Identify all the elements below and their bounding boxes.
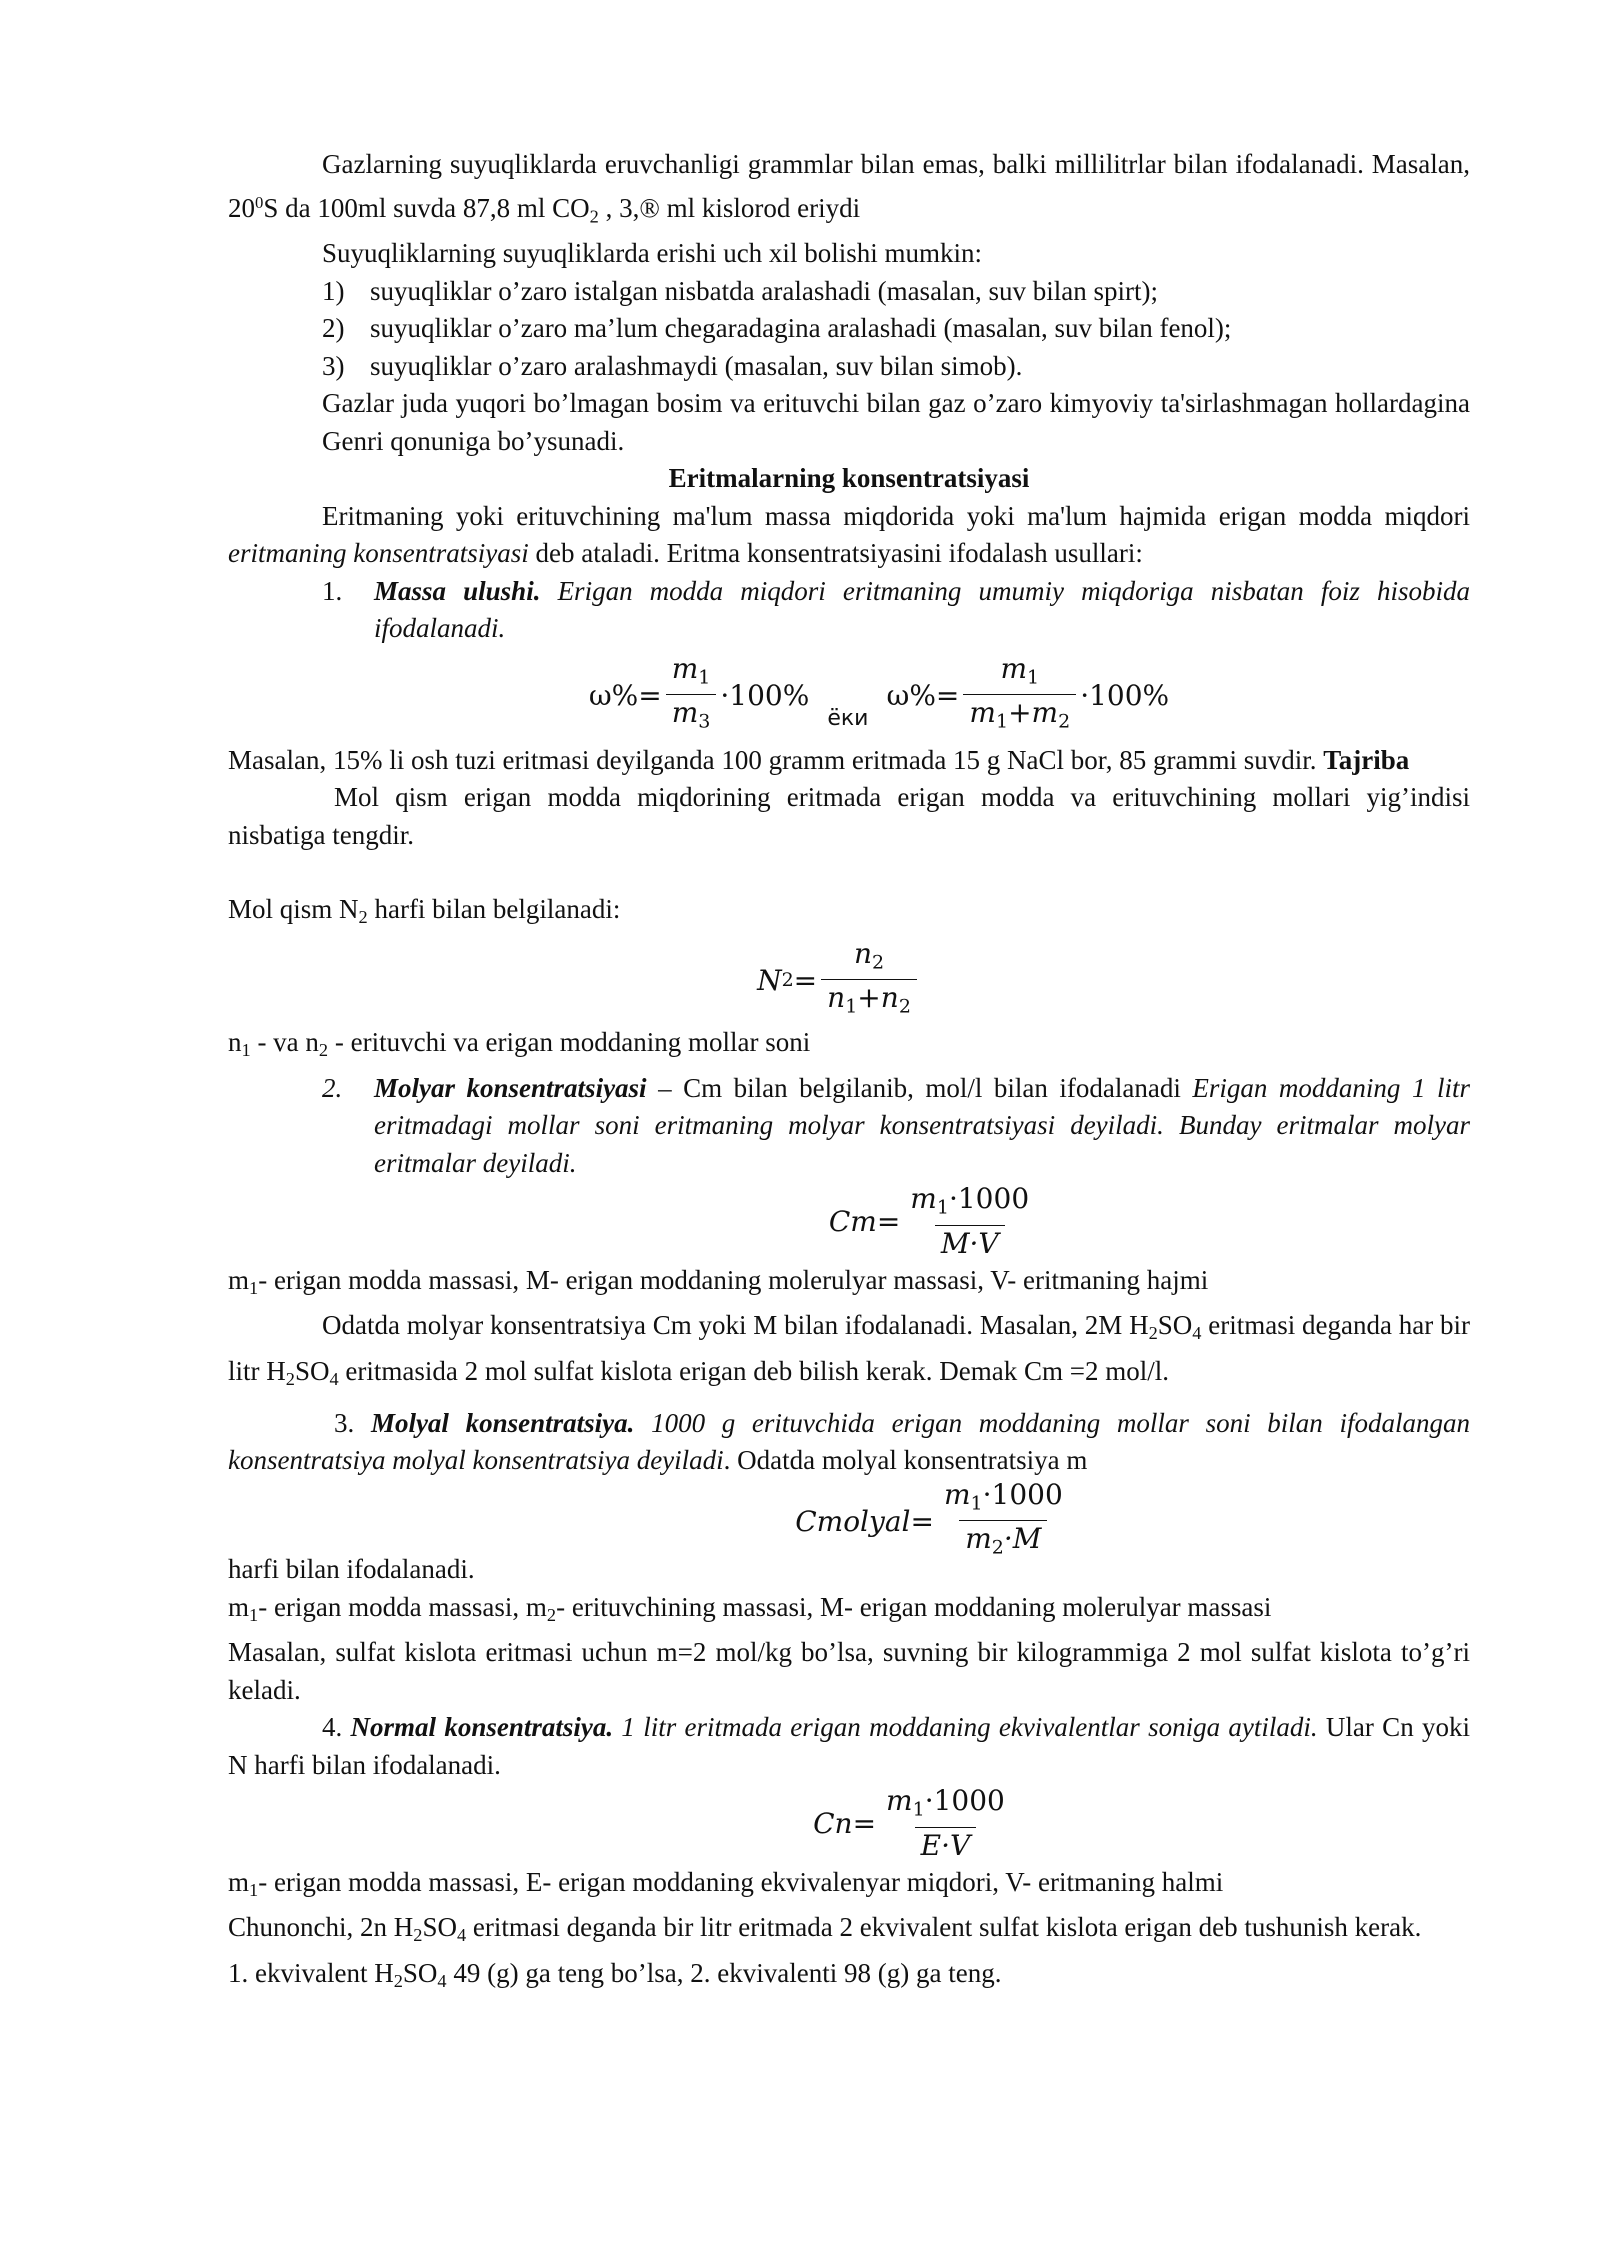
formula-lhs: ω%=: [588, 678, 662, 712]
var: n: [880, 980, 899, 1014]
var: n: [827, 980, 846, 1014]
paragraph-molar-example: [228, 1307, 1470, 1398]
subscript: 2: [413, 1925, 423, 1946]
text: deb ataladi. Eritma konsentratsiyasini ifodalash usullari:: [528, 538, 1143, 569]
subscript: 2: [991, 1536, 1004, 1559]
var: m: [1031, 696, 1059, 730]
paragraph-equivalent-example: [228, 1955, 1470, 2001]
denominator: [666, 694, 717, 739]
mixing-list: [322, 273, 1470, 386]
subscript: 2: [546, 1604, 557, 1625]
numerator: [880, 1784, 1011, 1826]
section-title: Massa ulushi.: [374, 575, 541, 606]
fraction: [821, 937, 917, 1025]
paragraph-concentration-definition: [228, 498, 1470, 573]
paragraph-normal-legend: [228, 1864, 1470, 1910]
italic-term: eritmaning konsentratsiyasi: [228, 538, 529, 569]
list-number: 1): [322, 275, 345, 306]
text: 1. ekvivalent H: [228, 1958, 394, 1989]
paragraph-salt-example: [228, 742, 1470, 780]
text: SO: [402, 1958, 438, 1989]
denominator: [821, 979, 917, 1024]
text: - erigan modda massasi, E- erigan moddaning ekvivalenyar miqdori, V- eritmaning halmi: [258, 1866, 1224, 1897]
blank-line: [228, 854, 1470, 891]
subscript: 1: [249, 1277, 259, 1298]
var: m: [671, 651, 699, 685]
text: eritmasida 2 mol sulfat kislota erigan deb bilish kerak. Demak Cm =2 mol/l.: [338, 1356, 1169, 1387]
paragraph-molal-example: Masalan, sulfat kislota eritmasi uchun m=2 mol/kg bo’lsa, suvning bir kilogrammiga 2 mol sulfat kislota to’g’ri keladi.: [228, 1637, 1470, 1705]
text: - erituvchi va erigan moddaning mollar soni: [328, 1027, 811, 1058]
var: m: [943, 1477, 971, 1511]
text: ·1000: [982, 1477, 1063, 1511]
text: - erigan modda massasi, M- erigan moddaning molerulyar massasi, V- eritmaning hajmi: [258, 1264, 1209, 1295]
subscript: 1: [995, 710, 1009, 733]
subscript: 1: [698, 666, 711, 689]
text: - va n: [250, 1027, 319, 1058]
formula-molar: [398, 1182, 1470, 1261]
subscript: 2: [393, 1971, 403, 1992]
subscript: 2: [358, 907, 368, 928]
var: n: [853, 936, 872, 970]
text: m: [228, 1591, 250, 1622]
numerator: [666, 652, 717, 694]
text: Eritmaning yoki erituvchining ma'lum massa miqdorida yoki ma'lum hajmida erigan modda miqdori: [322, 500, 1470, 531]
subscript: 1: [249, 1879, 259, 1900]
paragraph-molal-symbol: harfi bilan ifodalanadi.: [228, 1554, 475, 1585]
subscript: 2: [872, 950, 885, 973]
text: - erigan modda massasi, m: [258, 1591, 547, 1622]
section-italic-text: 1000 g erituvchida erigan moddaning mollar soni bilan ifodalangan konsentratsiya molyal konsentratsiya deyiladi: [228, 1407, 1470, 1476]
section-heading: Eritmalarning konsentratsiyasi: [668, 463, 1030, 494]
fraction: [666, 652, 717, 740]
section-molar-concentration: [322, 1070, 1470, 1183]
paragraph-n-legend: [228, 1024, 1470, 1070]
text: Mol qism N: [228, 894, 359, 924]
operator: +: [857, 980, 881, 1014]
var: m: [671, 696, 699, 730]
text: ·1000: [924, 1784, 1005, 1818]
var: m: [965, 1522, 992, 1556]
text: eritmasi deganda har bir litr H: [228, 1310, 1470, 1387]
var: m: [910, 1182, 937, 1216]
bold-term: Tajriba: [1323, 744, 1410, 775]
list-number: 3): [322, 350, 345, 381]
formula-mass-fraction: [288, 652, 1470, 740]
paragraph-henry-law: Gazlar juda yuqori bo’lmagan bosim va erituvchi bilan gaz o’zaro kimyoviy ta'sirlashmagan hollardagina Genri qonuniga bo’ysunadi.: [322, 388, 1470, 456]
section-title: Molyar konsentratsiyasi: [374, 1072, 647, 1103]
var: m: [1000, 651, 1028, 685]
subscript: 1: [936, 1196, 949, 1219]
subscript: 2: [898, 995, 911, 1018]
text: 49 (g) ga teng bo’lsa, 2. ekvivalenti 98 (g) ga teng.: [446, 1958, 1002, 1989]
list-item: [322, 310, 1470, 348]
subscript: 1: [1027, 666, 1040, 689]
section-normal-concentration: [228, 1709, 1470, 1784]
list-item: [322, 348, 1470, 386]
subscript: 4: [437, 1971, 447, 1992]
formula-mole-fraction: [208, 937, 1470, 1025]
text: Chunonchi, 2n H: [228, 1912, 414, 1943]
text: SO: [422, 1912, 457, 1943]
paragraph-mole-fraction-symbol: [228, 891, 1470, 937]
formula-lhs: Cmolyal=: [795, 1504, 934, 1538]
operator: +: [1008, 696, 1032, 730]
section-number: 3.: [334, 1407, 355, 1438]
section-number: 2.: [322, 1072, 343, 1103]
paragraph-gas-solubility: [228, 146, 1470, 235]
list-text: suyuqliklar o’zaro ma’lum chegaradagina aralashadi (masalan, suv bilan fenol);: [370, 313, 1232, 344]
subscript: 3: [698, 710, 711, 733]
subscript: 1: [970, 1492, 983, 1515]
text: m: [228, 1264, 250, 1295]
list-number: 2): [322, 313, 345, 344]
subscript: 2: [1058, 710, 1071, 733]
document-page: [228, 146, 1470, 2001]
text: - erituvchining massasi, M- erigan moddaning molerulyar massasi: [556, 1591, 1272, 1622]
section-title: Molyal konsentratsiya.: [370, 1407, 635, 1438]
formula-lhs: Cm=: [828, 1205, 901, 1239]
section-text: Erigan modda miqdori eritmaning umumiy miqdoriga nisbatan foiz hisobida ifodalanadi.: [374, 575, 1470, 644]
var: m: [969, 696, 996, 730]
text: Odatda molyar konsentratsiya Cm yoki M bilan ifodalanadi. Masalan, 2M H: [322, 1310, 1149, 1341]
formula-normal: [358, 1784, 1470, 1863]
subscript: 4: [1192, 1323, 1202, 1344]
fraction: [963, 652, 1076, 740]
section-text: – Cm bilan belgilanib, mol/l bilan ifodalanadi: [646, 1072, 1193, 1103]
formula-tail: ·100%: [720, 678, 810, 712]
text: Gazlarning suyuqliklarda eruvchanligi grammlar bilan emas, balki millilitrlar bilan ifodalanadi. Masalan, 20: [228, 149, 1470, 223]
subscript: 2: [781, 968, 794, 991]
subscript: 2: [318, 1040, 329, 1061]
text: SO: [1157, 1310, 1193, 1341]
text: S da 100ml suvda 87,8 ml CO: [263, 192, 590, 223]
formula-tail: ·100%: [1080, 678, 1170, 712]
list-text: suyuqliklar o’zaro istalgan nisbatda aralashadi (masalan, suv bilan spirt);: [370, 275, 1159, 306]
text: SO: [294, 1356, 330, 1387]
section-number: 4.: [322, 1712, 343, 1743]
denominator: [959, 1520, 1047, 1565]
formula-lhs: ω%=: [886, 678, 960, 712]
numerator: [848, 937, 890, 979]
paragraph-liquid-mixing: Suyuqliklarning suyuqliklarda erishi uch xil bolishi mumkin:: [322, 238, 982, 269]
text: n: [228, 1027, 242, 1058]
fraction: [904, 1182, 1035, 1261]
subscript: 1: [845, 995, 858, 1018]
text: ·1000: [948, 1182, 1030, 1216]
subscript: 4: [329, 1369, 339, 1390]
section-italic-text: 1 litr eritmada erigan moddaning ekvivalentlar soniga aytiladi.: [613, 1712, 1318, 1743]
paragraph-molal-legend: [228, 1589, 1470, 1635]
text: eritmasi deganda bir litr eritmada 2 ekvivalent sulfat kislota erigan deb tushunish kerak.: [466, 1912, 1422, 1943]
list-item: [322, 273, 1470, 311]
section-mass-fraction: [322, 573, 1470, 648]
formula-lhs: N: [757, 963, 782, 997]
var: ·M: [1003, 1522, 1042, 1556]
section-italic-text: Erigan moddaning 1 litr eritmadagi mollar soni eritmaning molyar konsentratsiyasi deyiladi. Bunday eritmalar molyar eritmalar deyiladi.: [374, 1072, 1470, 1178]
numerator: [904, 1182, 1035, 1224]
list-text: suyuqliklar o’zaro aralashmaydi (masalan, suv bilan simob).: [370, 350, 1023, 381]
subscript: 2: [589, 205, 599, 226]
numerator: [938, 1478, 1069, 1520]
fraction: [880, 1784, 1011, 1863]
denominator: M·V: [935, 1225, 1005, 1262]
subscript: 1: [241, 1040, 251, 1061]
subscript: 1: [912, 1798, 925, 1821]
operator: =: [793, 963, 818, 997]
denominator: [963, 694, 1076, 739]
section-title: Normal konsentratsiya.: [350, 1712, 614, 1743]
paragraph-mole-fraction: Mol qism erigan modda miqdorining eritmada erigan modda va erituvchining mollari yig’indisi nisbatiga tengdir.: [228, 782, 1470, 850]
text: Masalan, 15% li osh tuzi eritmasi deyilganda 100 gramm eritmada 15 g NaCl bor, 85 grammi suvdir.: [228, 744, 1324, 775]
section-text: Ular Cn yoki N harfi bilan ifodalanadi.: [228, 1712, 1470, 1780]
subscript: 1: [249, 1604, 259, 1625]
numerator: [994, 652, 1045, 694]
superscript: 0: [255, 192, 264, 212]
fraction: [938, 1478, 1069, 1566]
subscript: 4: [456, 1925, 467, 1946]
subscript: 2: [285, 1369, 295, 1390]
text: m: [228, 1866, 250, 1897]
var: m: [886, 1784, 913, 1818]
subscript: 2: [1148, 1323, 1158, 1344]
text: harfi bilan belgilanadi:: [367, 894, 621, 924]
paragraph-normal-example: [228, 1909, 1470, 1955]
text: , 3,® ml kislorod eriydi: [598, 192, 861, 223]
paragraph-molar-legend: [228, 1262, 1470, 1308]
denominator: E·V: [915, 1827, 977, 1864]
section-molal-concentration: [228, 1405, 1470, 1480]
or-word: ёки: [827, 706, 869, 731]
section-number: 1.: [322, 575, 343, 606]
section-text: . Odatda molyal konsentratsiya m: [723, 1445, 1088, 1476]
formula-lhs: Cn=: [813, 1807, 877, 1841]
